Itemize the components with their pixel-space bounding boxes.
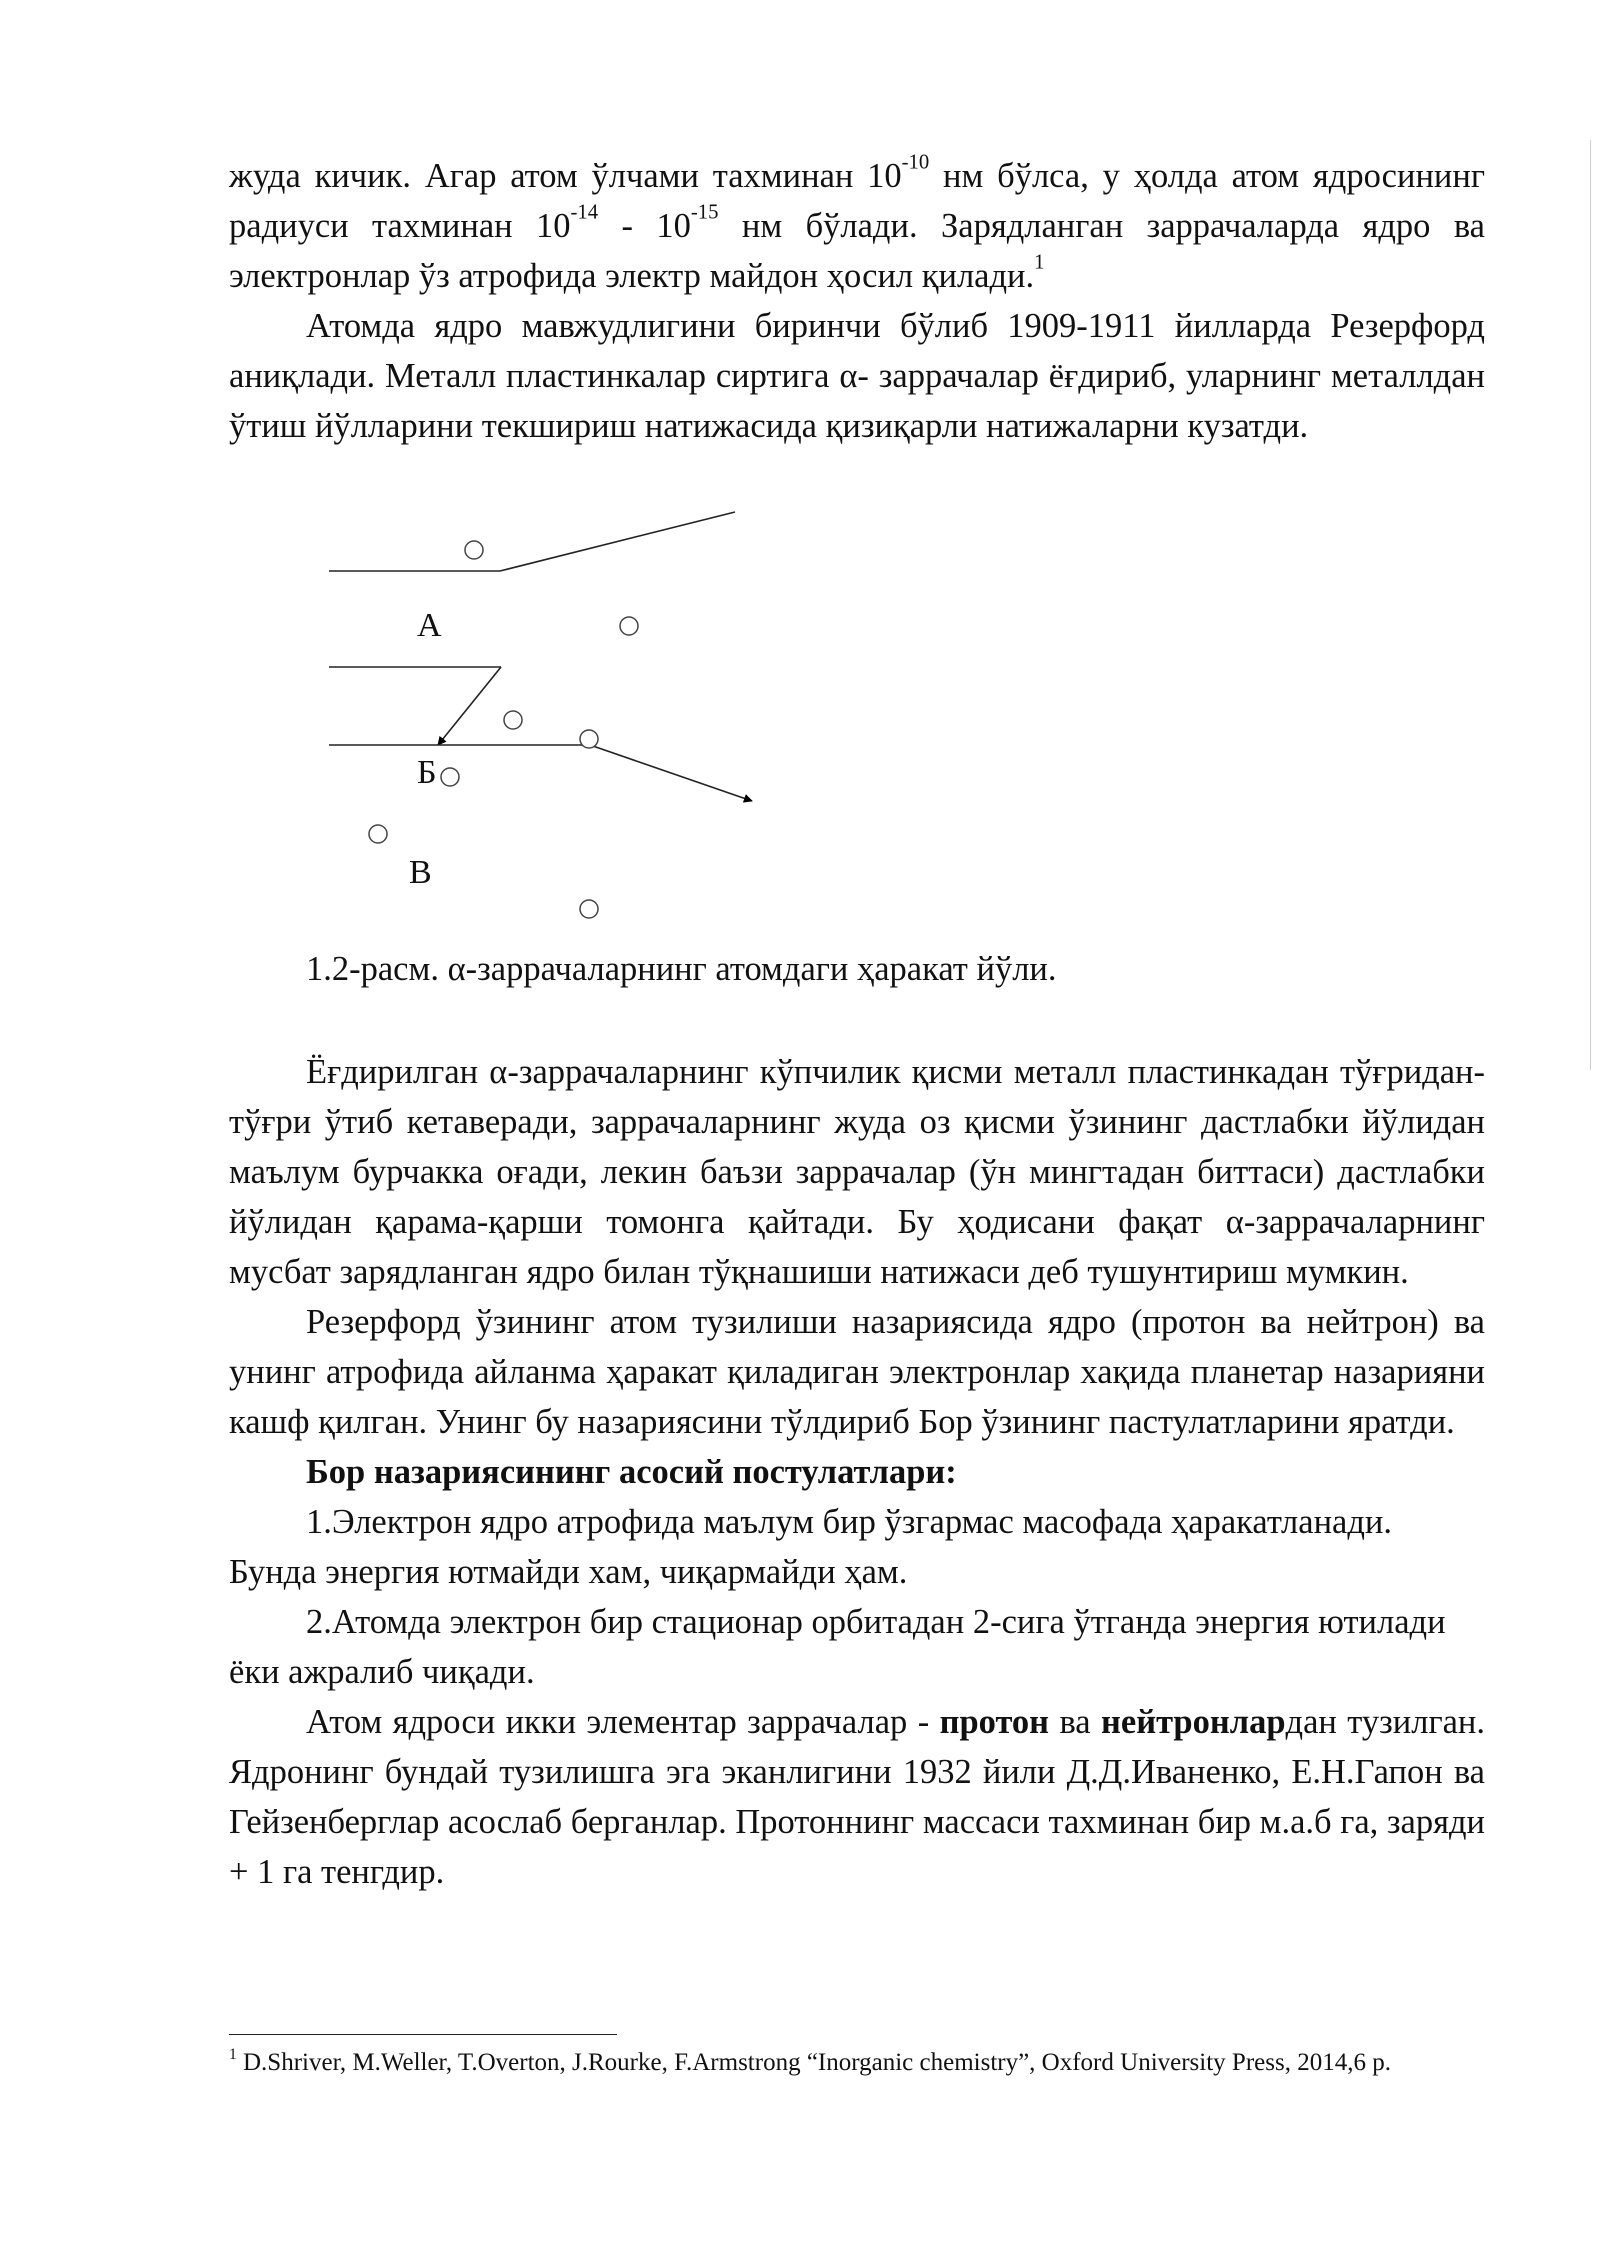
- footnote-reference[interactable]: 1: [1034, 251, 1045, 274]
- trajectory-a-line: [329, 512, 735, 571]
- exponent-1: -10: [901, 151, 930, 174]
- para1-text-d: нм бўлади. Зарядланган заррачаларда ядро ва электронлар ўз атрофида электр майдон ҳосил қилади.: [229, 207, 1485, 295]
- term-proton: протон: [939, 1703, 1050, 1741]
- footnote: [229, 2047, 1485, 2079]
- exponent-2: -14: [570, 201, 599, 224]
- para5-text-c: дан тузилган. Ядронинг бундай тузилишга эга эканлигини 1932 йили Д.Д.Иваненко, Е.Н.Гапон ва Гейзенберглар асослаб берганлар. Протоннинг массаси тахминан бир м.а.б га, заряди + 1 га тенгдир.: [229, 1703, 1485, 1891]
- label-b: Б: [417, 754, 437, 791]
- footnote-text: D.Shriver, M.Weller, T.Overton, J.Rourke, F.Armstrong “Inorganic chemistry”, Oxford University Press, 2014,6 p.: [236, 2049, 1391, 2076]
- figure-caption: 1.2-расм. α-заррачаларнинг атомдаги ҳаракат йўли.: [306, 950, 1057, 988]
- para5-text-a: Атом ядроси икки элементар заррачалар -: [306, 1703, 940, 1741]
- atom-nucleus-icon: [441, 768, 459, 786]
- lower-text-block: [229, 1047, 1485, 1897]
- postulate-2: 2.Атомда электрон бир стационар орбитадан 2-сига ўтганда энергия ютилади ёки ажралиб чиқади.: [229, 1603, 1446, 1691]
- atom-nucleus-icon: [580, 730, 598, 748]
- paragraph-4: Резерфорд ўзининг атом тузилиши назариясида ядро (протон ва нейтрон) ва унинг атрофида айланма ҳаракат қиладиган электронлар хақида планетар назарияни кашф қилган. Унинг бу назариясини тўлдириб Бор ўзининг пастулатларини яратди.: [229, 1303, 1485, 1441]
- para1-text-a: жуда кичик. Агар атом ўлчами тахминан 10: [229, 157, 902, 195]
- label-a: А: [417, 607, 442, 644]
- postulate-1: 1.Электрон ядро атрофида маълум бир ўзгармас масофада ҳаракатланади. Бунда энергия ютмайди хам, чиқармайди ҳам.: [229, 1503, 1392, 1591]
- alpha-trajectory-figure: [0, 0, 1600, 940]
- paragraph-3: Ёғдирилган α-заррачаларнинг кўпчилик қисми металл пластинкадан тўғридан-тўғри ўтиб кетаверади, заррачаларнинг жуда оз қисми ўзининг дастлабки йўлидан маълум бурчакка оғади, лекин баъзи заррачалар (ўн мингтадан биттаси) дастлабки йўлидан қарама-қарши томонга қайтади. Бу ҳодисани фақат α-заррачаларнинг мусбат зарядланган ядро билан тўқнашиши натижаси деб тушунтириш мумкин.: [229, 1053, 1485, 1291]
- atom-nucleus-icon: [465, 541, 483, 559]
- exponent-3: -15: [690, 201, 719, 224]
- atom-nucleus-icon: [504, 711, 522, 729]
- postulates-heading: Бор назариясининг асосий постулатлари:: [306, 1453, 957, 1491]
- term-neutrons: нейтронлар: [1101, 1703, 1286, 1741]
- trajectory-b-reflected-arrow: [438, 667, 501, 745]
- paragraph-2: Атомда ядро мавжудлигини биринчи бўлиб 1909-1911 йилларда Резерфорд аниқлади. Металл пластинкалар сиртига α- заррачалар ёғдириб, уларнинг металлдан ўтиш йўлларини текшириш натижасида қизиқарли натижаларни кузатди.: [229, 307, 1485, 445]
- atom-nucleus-icon: [369, 825, 387, 843]
- footnote-number: 1: [229, 2046, 237, 2064]
- para1-text-b: нм бўлса, у ҳолда атом ядросининг радиуси тахминан 10: [229, 157, 1485, 245]
- atom-nucleus-icon: [580, 900, 598, 918]
- para5-text-b: ва: [1049, 1703, 1101, 1741]
- label-v: В: [409, 854, 432, 891]
- footnote-separator: [229, 2034, 617, 2035]
- trajectory-v-deflected-arrow: [590, 745, 752, 801]
- atom-nucleus-icon: [620, 617, 638, 635]
- para1-text-c: - 10: [598, 207, 691, 245]
- paragraph-5: [229, 1697, 1485, 1897]
